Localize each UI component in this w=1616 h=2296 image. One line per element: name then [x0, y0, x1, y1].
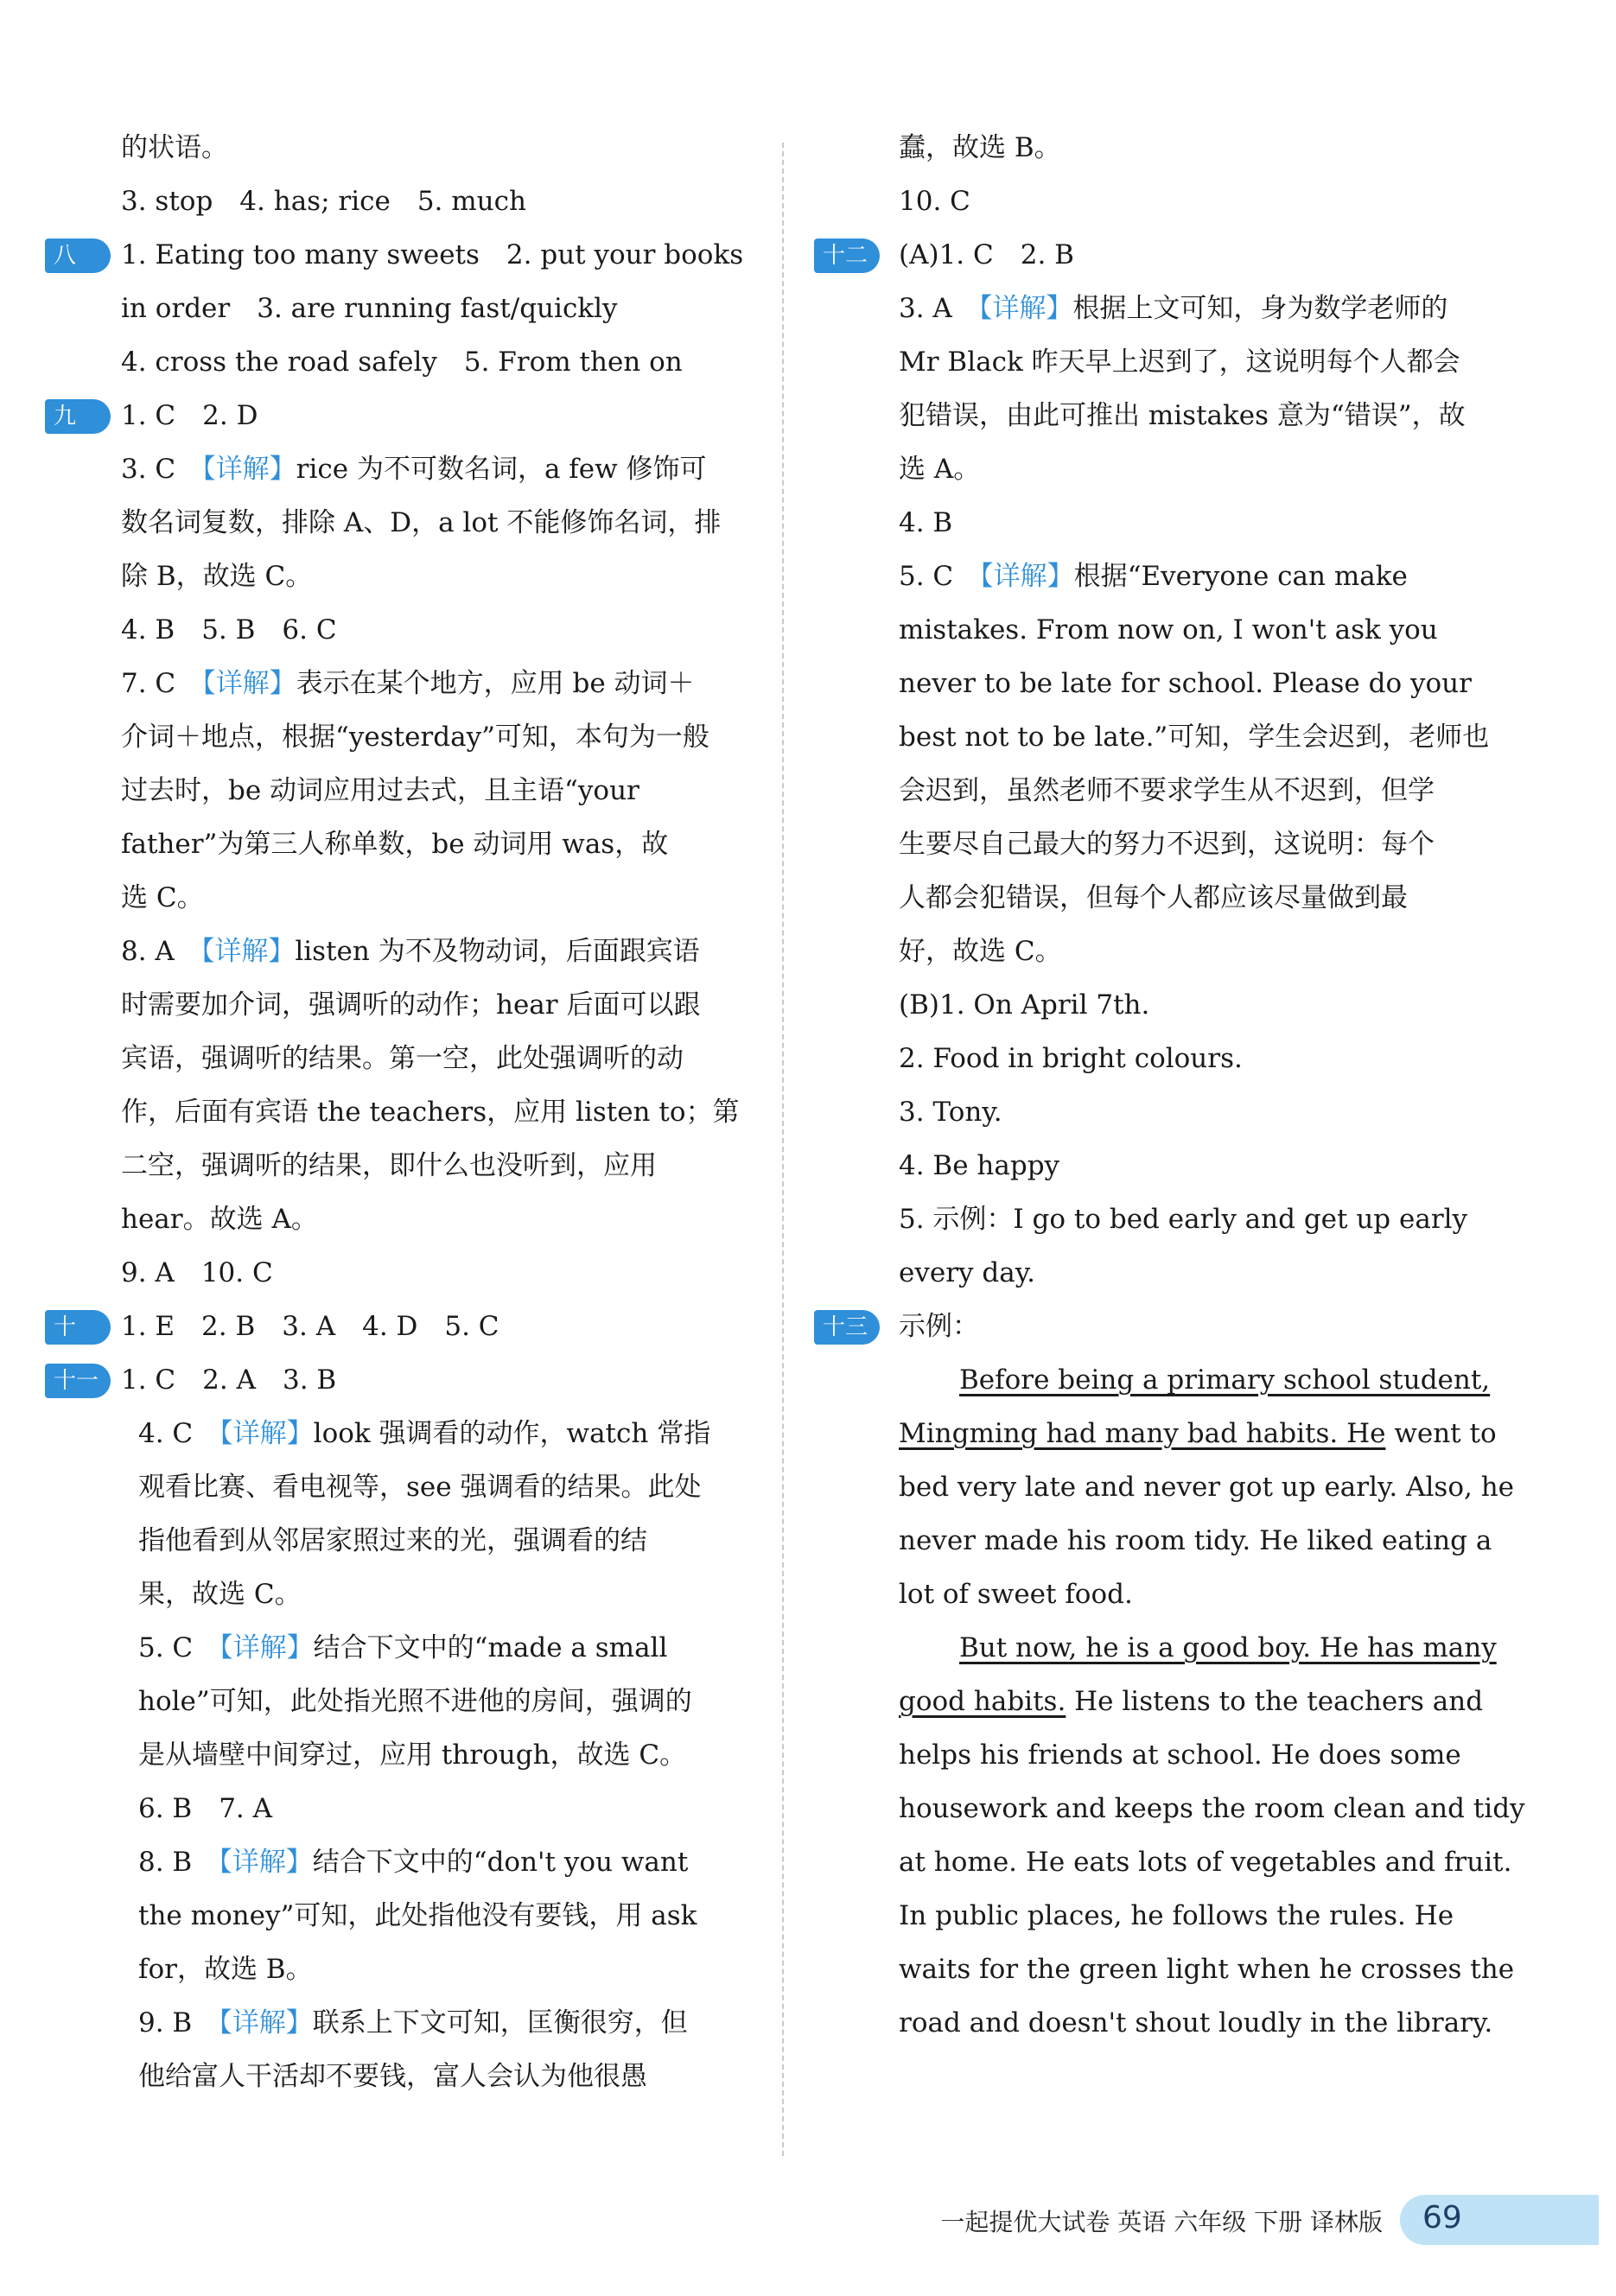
explanation-label: 【详解】 — [219, 1418, 314, 1449]
text-line — [54, 1353, 743, 1407]
text-line — [899, 1032, 1504, 1085]
explanation-label: 【详解】 — [219, 1632, 314, 1663]
section-number-badge: 十 — [45, 1310, 111, 1345]
text-line — [899, 1407, 1504, 1460]
text-line — [899, 817, 1504, 871]
text-line — [121, 1032, 743, 1085]
line-text: best not to be late.”可知，学生会迟到，老师也 — [899, 722, 1490, 753]
line-text: waits for the green light when he crosses the — [899, 1954, 1515, 1985]
line-text: 示例： — [899, 1311, 979, 1342]
answer-number: 8. A — [121, 936, 201, 967]
text-line — [899, 1943, 1515, 1996]
line-text: every day. — [899, 1257, 1035, 1288]
text-line — [899, 496, 1504, 550]
text-line — [121, 1996, 743, 2050]
answer-number: 3. A — [899, 293, 979, 324]
line-text: 根据“Everyone can make — [1073, 561, 1408, 592]
line-text: 1. E 2. B 3. A 4. D 5. C — [121, 1311, 499, 1342]
line-text: road and doesn't shout loudly in the library. — [899, 2007, 1493, 2038]
line-text: 根据上文可知，身为数学老师的 — [1072, 293, 1448, 324]
text-line — [899, 657, 1504, 710]
page-footer — [0, 2195, 1616, 2247]
line-text: (B)1. On April 7th. — [899, 989, 1150, 1021]
text-line — [121, 496, 743, 550]
text-line — [121, 978, 743, 1032]
text-line — [899, 1353, 1504, 1407]
text-line — [54, 389, 743, 442]
text-line — [121, 1782, 743, 1835]
text-line — [121, 1514, 743, 1568]
text-line — [121, 2050, 743, 2103]
line-text: 蠢，故选 B。 — [899, 132, 1061, 163]
line-text: He listens to the teachers and — [1066, 1686, 1484, 1717]
text-line — [121, 175, 743, 228]
line-text: never to be late for school. Please do your — [899, 668, 1472, 699]
text-line — [899, 1246, 1504, 1300]
text-line — [121, 121, 743, 175]
text-line — [121, 335, 743, 389]
text-line — [121, 871, 743, 925]
line-text: 选 C。 — [121, 882, 204, 913]
section-number-badge: 十三 — [814, 1310, 880, 1345]
book-series-title: 一起提优大试卷 英语 六年级 下册 译林版 — [940, 2208, 1383, 2236]
line-text: in order 3. are running fast/quickly — [121, 293, 618, 324]
line-text: 结合下文中的“don't you want — [312, 1847, 689, 1878]
text-line — [121, 1139, 743, 1193]
line-text: 指他看到从邻居家照过来的光，强调看的结 — [138, 1525, 647, 1556]
line-text: 4. cross the road safely 5. From then on — [121, 347, 683, 378]
section-number-badge: 十二 — [814, 239, 880, 273]
text-line — [899, 1782, 1525, 1835]
line-text: housework and keeps the room clean and tidy — [899, 1793, 1525, 1824]
line-text: 过去时，be 动词应用过去式，且主语“your — [121, 775, 639, 806]
answer-number: 5. C — [138, 1632, 220, 1663]
line-text: the money”可知，此处指他没有要钱，用 ask — [138, 1900, 697, 1931]
text-line — [899, 442, 1504, 496]
answer-number: 4. C — [138, 1418, 220, 1449]
text-line — [899, 1835, 1512, 1889]
text-line — [899, 121, 1504, 175]
text-line — [121, 282, 743, 335]
answer-number: 5. C — [899, 561, 981, 592]
text-line — [121, 1568, 743, 1621]
underlined-text: But now, he is a good boy. He has many — [959, 1632, 1497, 1663]
line-text: for，故选 B。 — [138, 1954, 313, 1985]
line-text: 数名词复数，排除 A、D，a lot 不能修饰名词，排 — [121, 507, 722, 538]
text-line — [899, 603, 1504, 657]
line-text: 选 A。 — [899, 454, 981, 485]
line-text: 生要尽自己最大的努力不迟到，这说明：每个 — [899, 829, 1435, 860]
line-text: 是从墙壁中间穿过，应用 through，故选 C。 — [138, 1739, 687, 1771]
line-text: 宾语，强调听的结果。第一空，此处强调听的动 — [121, 1043, 684, 1074]
line-text: 10. C — [899, 186, 970, 217]
line-text: 1. C 2. A 3. B — [121, 1364, 337, 1396]
text-line — [121, 925, 743, 978]
line-text: 犯错误，由此可推出 mistakes 意为“错误”，故 — [899, 400, 1466, 431]
line-text: (A)1. C 2. B — [899, 239, 1074, 270]
line-text: look 强调看的动作，watch 常指 — [313, 1418, 711, 1449]
line-text: 果，故选 C。 — [138, 1579, 302, 1610]
line-text: 人都会犯错误，但每个人都应该尽量做到最 — [899, 882, 1408, 913]
line-text: 结合下文中的“made a small — [313, 1632, 668, 1663]
line-text: rice 为不可数名词，a few 修饰可 — [296, 454, 707, 485]
line-text: 时需要加介词，强调听的动作；hear 后面可以跟 — [121, 989, 701, 1021]
line-text: 作，后面有宾语 the teachers，应用 listen to；第 — [121, 1097, 740, 1128]
text-line — [899, 1460, 1515, 1514]
text-line — [899, 1675, 1504, 1728]
explanation-label: 【详解】 — [202, 668, 296, 699]
text-line — [899, 175, 1504, 228]
right-column — [823, 121, 1525, 2050]
line-text: lot of sweet food. — [899, 1579, 1133, 1610]
line-text: 联系上下文可知，匡衡很穷，但 — [312, 2007, 688, 2038]
line-text: hole”可知，此处指光照不进他的房间，强调的 — [138, 1686, 692, 1717]
section-number-badge: 八 — [45, 239, 111, 273]
text-line — [899, 1514, 1504, 1568]
section-number-badge: 十一 — [45, 1364, 111, 1398]
line-text: Mr Black 昨天早上迟到了，这说明每个人都会 — [899, 347, 1460, 378]
line-text: 3. stop 4. has; rice 5. much — [121, 186, 526, 217]
text-line — [899, 1996, 1504, 2050]
text-line — [121, 550, 743, 603]
line-text: listen 为不及物动词，后面跟宾语 — [295, 936, 700, 967]
line-text: 9. A 10. C — [121, 1257, 273, 1288]
explanation-label: 【详解】 — [200, 936, 296, 967]
line-text: at home. He eats lots of vegetables and fruit. — [899, 1847, 1512, 1878]
text-line — [121, 1943, 743, 1996]
text-line — [121, 657, 743, 710]
text-line — [121, 1889, 743, 1943]
text-line — [121, 1460, 743, 1514]
line-text: mistakes. From now on, I won't ask you — [899, 614, 1438, 646]
line-text: 除 B，故选 C。 — [121, 561, 313, 592]
text-line — [823, 1300, 1504, 1353]
line-text: 5. 示例：I go to bed early and get up early — [899, 1204, 1468, 1235]
section-number-badge: 九 — [45, 399, 111, 434]
text-line — [121, 603, 743, 657]
explanation-label: 【详解】 — [219, 1847, 313, 1878]
line-text: 1. Eating too many sweets 2. put your books — [121, 239, 744, 270]
line-text: In public places, he follows the rules. He — [899, 1900, 1454, 1931]
left-column — [54, 121, 744, 2103]
text-line — [121, 1675, 743, 1728]
line-text: 4. B 5. B 6. C — [121, 614, 337, 646]
line-text: 4. Be happy — [899, 1150, 1060, 1181]
text-line — [823, 228, 1504, 282]
line-text: 观看比赛、看电视等，see 强调看的结果。此处 — [138, 1472, 702, 1503]
text-line — [899, 1728, 1504, 1782]
text-line — [899, 335, 1504, 389]
line-text: father”为第三人称单数，be 动词用 was，故 — [121, 829, 669, 860]
line-text: 2. Food in bright colours. — [899, 1043, 1243, 1074]
text-line — [121, 442, 743, 496]
text-line — [121, 1407, 743, 1460]
line-text: 介词＋地点，根据“yesterday”可知，本句为一般 — [121, 722, 709, 753]
line-text: 他给富人干活却不要钱，富人会认为他很愚 — [138, 2061, 647, 2092]
text-line — [899, 978, 1504, 1032]
text-line — [121, 1728, 743, 1782]
text-line — [899, 871, 1504, 925]
page-number: 69 — [1422, 2200, 1462, 2236]
text-line — [899, 764, 1504, 817]
answer-number: 8. B — [138, 1847, 219, 1878]
text-line — [121, 1085, 743, 1139]
text-line — [121, 1835, 743, 1889]
text-line — [899, 1085, 1504, 1139]
line-text: 1. C 2. D — [121, 400, 258, 431]
text-line — [121, 1193, 743, 1246]
text-line — [899, 282, 1504, 335]
line-text: 会迟到，虽然老师不要求学生从不迟到，但学 — [899, 775, 1435, 806]
line-text: never made his room tidy. He liked eating a — [899, 1525, 1492, 1556]
line-text: went to — [1385, 1418, 1497, 1449]
text-line — [899, 550, 1504, 603]
text-line — [121, 817, 743, 871]
line-text: helps his friends at school. He does some — [899, 1739, 1461, 1771]
text-line — [121, 764, 743, 817]
text-line — [54, 1300, 743, 1353]
line-text: 4. B — [899, 507, 953, 538]
column-divider — [782, 143, 784, 2156]
text-line — [899, 710, 1504, 764]
answer-number: 7. C — [121, 668, 203, 699]
text-line — [899, 389, 1504, 442]
answer-number: 9. B — [138, 2007, 219, 2038]
text-line — [121, 1246, 743, 1300]
underlined-text: Before being a primary school student, — [959, 1364, 1491, 1396]
text-line — [54, 228, 744, 282]
text-line — [899, 1139, 1504, 1193]
page-number-tab — [1400, 2195, 1599, 2245]
underlined-text: Mingming had many bad habits. He — [899, 1418, 1386, 1449]
text-line — [899, 925, 1504, 978]
text-line — [121, 710, 743, 764]
line-text: 二空，强调听的结果，即什么也没听到，应用 — [121, 1150, 657, 1181]
text-line — [899, 1193, 1504, 1246]
text-line — [899, 1889, 1504, 1943]
explanation-label: 【详解】 — [980, 561, 1074, 592]
line-text: bed very late and never got up early. Also, he — [899, 1472, 1515, 1503]
line-text: 表示在某个地方，应用 be 动词＋ — [296, 668, 695, 699]
text-line — [121, 1621, 743, 1675]
line-text: 的状语。 — [121, 132, 228, 163]
line-text: hear。故选 A。 — [121, 1204, 318, 1235]
explanation-label: 【详解】 — [202, 454, 296, 485]
explanation-label: 【详解】 — [219, 2007, 313, 2038]
answer-number: 3. C — [121, 454, 203, 485]
line-text: 6. B 7. A — [138, 1793, 273, 1824]
line-text: 好，故选 C。 — [899, 936, 1062, 967]
underlined-text: good habits. — [899, 1686, 1066, 1717]
line-text: 3. Tony. — [899, 1097, 1002, 1128]
explanation-label: 【详解】 — [978, 293, 1073, 324]
text-line — [899, 1621, 1504, 1675]
text-line — [899, 1568, 1504, 1621]
